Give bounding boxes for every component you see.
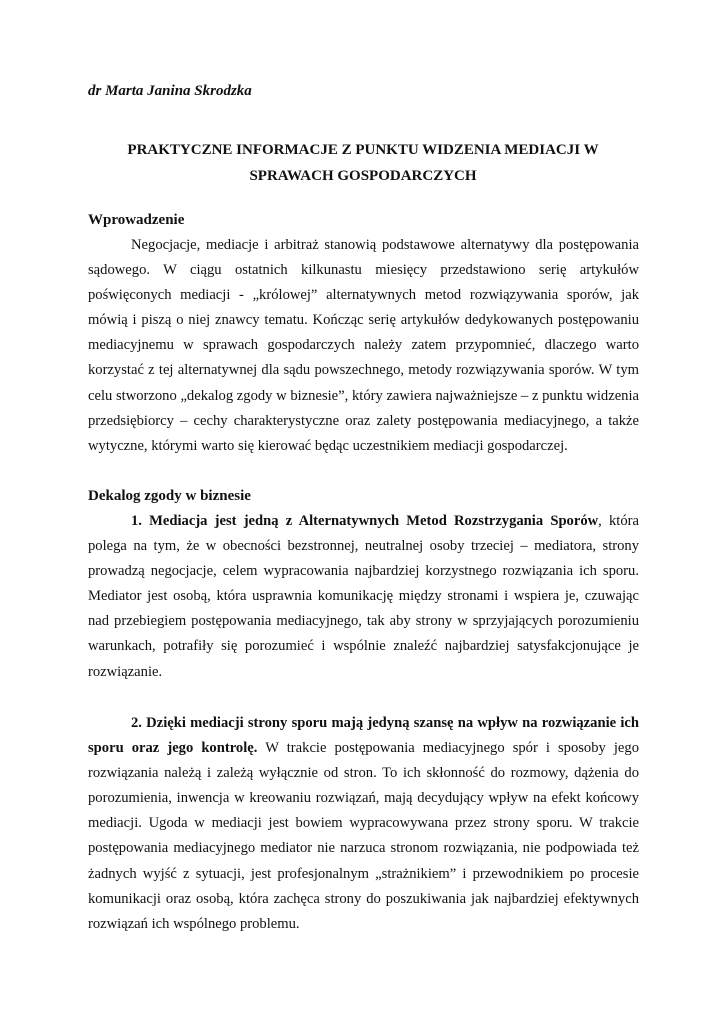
dekalog-item-body: , która polega na tym, że w obecności bezstronnej, neutralnej osoby trzeciej – mediatora, strony prowadzą negocjacje, celem wypracowania najbardziej korzystnego rozwiązania ich sporu. Mediator jest osobą, która usprawnia komunikację między stronami i wspiera je, czuwając nad przebiegiem postępowania mediacyjnego, tak aby strony w sprzyjających porozumieniu warunkach, potrafiły się porozumieć i wspólnie znaleźć najbardziej satysfakcjonujące je rozwiązanie. — [88, 513, 639, 680]
dekalog-heading: Dekalog zgody w biznesie — [88, 488, 251, 504]
dekalog-item-lead: 2. Dzięki mediacji strony sporu mają jedyną szansę na wpływ na rozwiązanie ich sporu oraz jego kontrolę. — [88, 715, 639, 757]
author-name: dr Marta Janina Skrodzka — [88, 83, 252, 99]
intro-heading: Wprowadzenie — [88, 212, 185, 228]
document-title: PRAKTYCZNE INFORMACJE Z PUNKTU WIDZENIA MEDIACJI W SPRAWACH GOSPODARCZYCH — [127, 142, 599, 184]
intro-paragraph: Negocjacje, mediacje i arbitraż stanowią podstawowe alternatywy dla postępowania sądowego. W ciągu ostatnich kilkunastu miesięcy przedstawiono serię artykułów poświęconych mediacji - „królowej” alternatywnych metod rozwiązywania sporów, jak mówią i piszą o niej znawcy tematu. Kończąc serię artykułów dedykowanych postępowaniu mediacyjnemu w sprawach gospodarczych należy zatem przypomnieć, dlaczego warto korzystać z tej alternatywnej dla sądu powszechnego, metody rozwiązywania sporów. W tym celu stworzono „dekalog zgody w biznesie”, który zawiera najważniejsze – z punktu widzenia przedsiębiorcy – cechy charakterystyczne oraz zalety postępowania mediacyjnego, a także wytyczne, którymi warto się kierować będąc uczestnikiem mediacji gospodarczej. — [88, 237, 639, 454]
dekalog-item — [88, 509, 639, 685]
dekalog-item-body: W trakcie postępowania mediacyjnego spór i sposoby jego rozwiązania należą i zależą wyłącznie od stron. To ich skłonność do rozmowy, dążenia do porozumienia, inwencja w kreowaniu rozwiązań, mają decydujący wpływ na efekt końcowy mediacji. Ugoda w mediacji jest bowiem wypracowywana przez strony sporu. W trakcie postępowania mediacyjnego mediator nie narzuca stronom rozwiązania, nie podpowiada też żadnych wyjść z sytuacji, jest profesjonalnym „strażnikiem” i przewodnikiem po procesie komunikacji oraz osobą, która zachęca strony do poszukiwania jak najbardziej efektywnych rozwiązań ich wspólnego problemu. — [88, 740, 639, 932]
dekalog-item-lead: 1. Mediacja jest jedną z Alternatywnych Metod Rozstrzygania Sporów — [131, 513, 599, 529]
dekalog-item — [88, 711, 639, 937]
